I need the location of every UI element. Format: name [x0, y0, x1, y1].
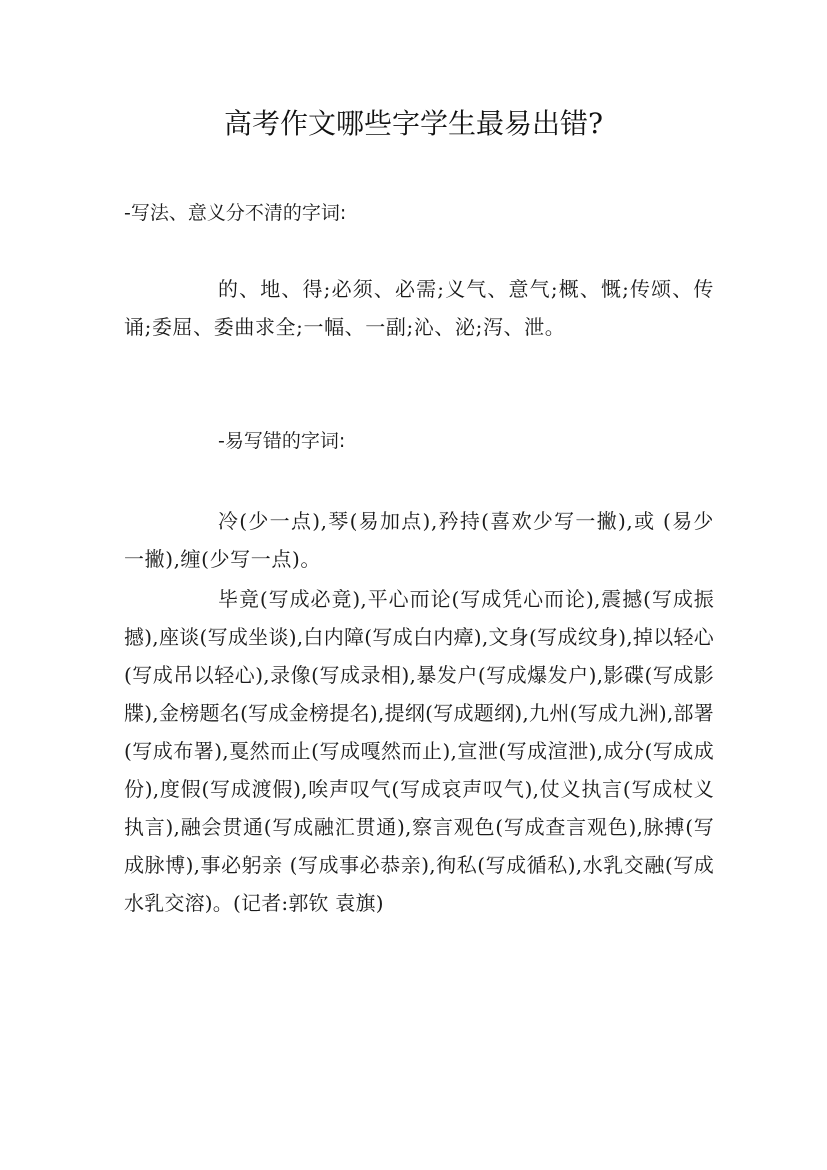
section-heading-common-mistakes: -易写错的字词:	[218, 430, 346, 452]
section-heading-confusing-words: -写法、意义分不清的字词:	[124, 202, 347, 224]
page-title: 高考作文哪些字学生最易出错?	[223, 107, 603, 140]
paragraph-word-mistakes: 毕竟(写成必竟),平心而论(写成凭心而论),震撼(写成振撼),座谈(写成坐谈),白内障(写成白内瘴),文身(写成纹身),掉以轻心 (写成吊以轻心),录像(写成录相),暴发户(写成爆发户),影碟(写成影牒),金榜题名(写成金榜提名),提纲(写成题纲),九州(写成九洲),部署(写成布署),戛然而止(写成嘎然而止),宣泄(写成渲泄),成分(写成成份),度假(写成渡假),唉声叹气(写成哀声叹气),仗义执言(写成杖义执言),融会贯通(写成融汇贯通),察言观色(写成查言观色),脉搏(写成脉博),事必躬亲 (写成事必恭亲),徇私(写成循私),水乳交融(写成水乳交溶)。(记者:郭钦 袁旗)	[124, 587, 714, 915]
paragraph-stroke-mistakes: 冷(少一点),琴(易加点),矜持(喜欢少写一撇),或 (易少一撇),缠(少写一点)。	[124, 509, 714, 571]
paragraph-confusing-words: 的、地、得;必须、必需;义气、意气;概、慨;传颂、传诵;委屈、委曲求全;一幅、一副;沁、泌;泻、泄。	[124, 277, 714, 339]
